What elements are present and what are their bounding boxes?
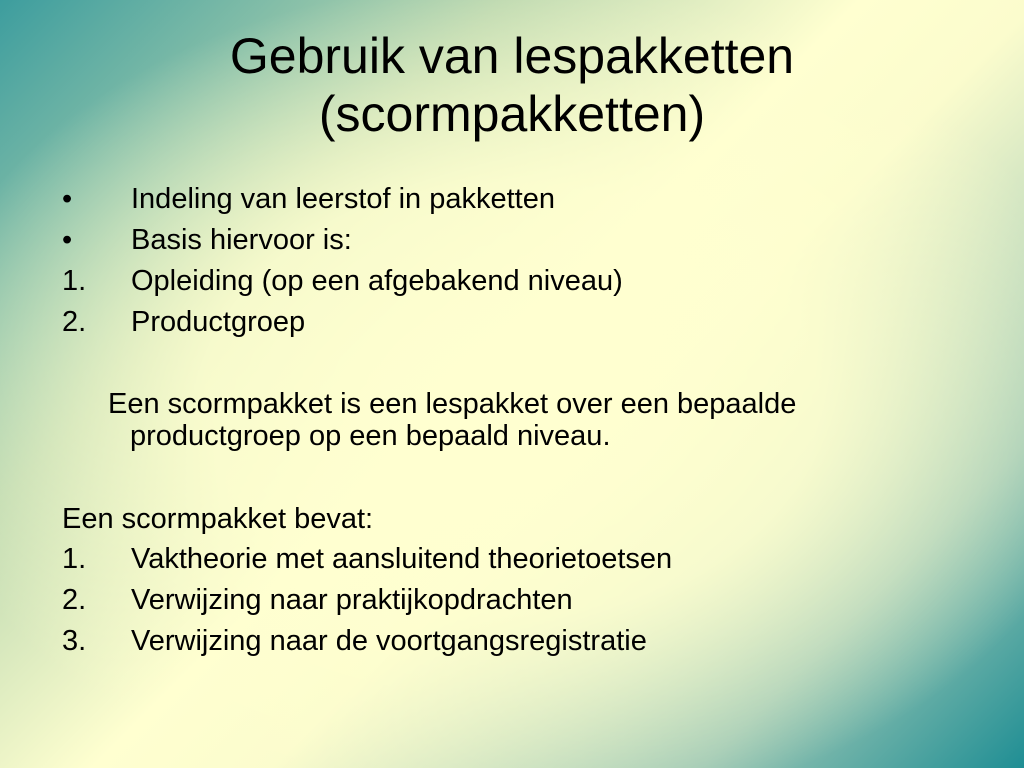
title-line-2: (scormpakketten) <box>318 86 706 142</box>
number-marker: 1. <box>62 265 87 297</box>
bullet-marker: • <box>62 224 73 256</box>
contents-heading: Een scormpakket bevat: <box>62 503 374 535</box>
list-item-text: Vaktheorie met aansluitend theorietoetsen <box>131 543 673 575</box>
paragraph-line-1: Een scormpakket is een lespakket over een bepaalde <box>108 388 797 420</box>
list-item-text: Basis hiervoor is: <box>131 224 352 256</box>
list-item-text: Verwijzing naar praktijkopdrachten <box>131 584 573 616</box>
slide-title <box>0 27 1024 143</box>
number-marker: 2. <box>62 306 87 338</box>
list-item-text: Indeling van leerstof in pakketten <box>131 183 555 215</box>
title-line-1: Gebruik van lespakketten <box>229 28 795 84</box>
number-marker: 2. <box>62 584 87 616</box>
definition-paragraph <box>108 388 968 452</box>
number-marker: 1. <box>62 543 87 575</box>
bullet-marker: • <box>62 183 73 215</box>
list-item-text: Verwijzing naar de voortgangsregistratie <box>131 625 647 657</box>
paragraph-line-2: productgroep op een bepaald niveau. <box>130 420 611 452</box>
list-item-text: Opleiding (op een afgebakend niveau) <box>131 265 623 297</box>
list-item-text: Productgroep <box>131 306 306 338</box>
number-marker: 3. <box>62 625 87 657</box>
